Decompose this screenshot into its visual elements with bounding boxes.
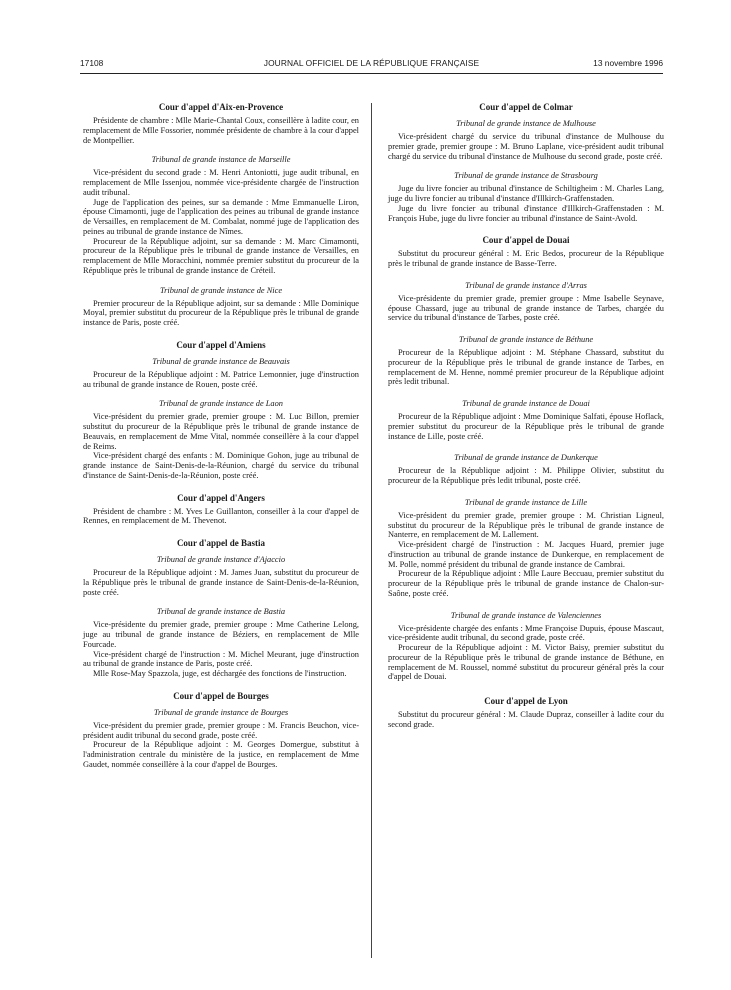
- left-column: [83, 102, 359, 770]
- tribunal-heading-marseille: Tribunal de grande instance de Marseille: [151, 155, 291, 165]
- court-heading-lyon: Cour d'appel de Lyon: [484, 696, 568, 706]
- right-column: [388, 102, 664, 730]
- tribunal-heading-valenciennes: Tribunal de grande instance de Valenciennes: [450, 610, 602, 620]
- paragraph: Vice-président chargé du service du tribunal d'instance de Mulhouse du premier grade, premier groupe : M. Bruno Laplane, vice-président audit tribunal chargé du service du tribunal d'instance de Mulhouse du second grade, poste créé.: [388, 132, 664, 161]
- tribunal-heading-bourges: Tribunal de grande instance de Bourges: [153, 707, 289, 717]
- court-heading-amiens: Cour d'appel d'Amiens: [176, 339, 266, 350]
- paragraph: Procureur de la République adjoint, sur sa demande : M. Marc Cimamonti, procureur de la République près le tribunal de grande instance de Versailles, en remplacement de Mlle Moracchini, nommée premier substitut du procureur de la République près le tribunal de grande instance de Créteil.: [83, 236, 359, 275]
- paragraph: Juge du livre foncier au tribunal d'instance de Schiltigheim : M. Charles Lang, juge du livre foncier au tribunal d'instance d'Illkirch-Graffenstaden.: [388, 184, 664, 203]
- paragraph: Vice-président du premier grade, premier groupe : M. Christian Ligneul, substitut du procureur de la République près le tribunal de grande instance de Nanterre, en remplacement de M. Lallement.: [388, 510, 664, 540]
- tribunal-heading-nice: Tribunal de grande instance de Nice: [159, 285, 283, 295]
- paragraph: Juge de l'application des peines, sur sa demande : Mme Emmanuelle Liron, épouse Cimamonti, juge de l'application des peines au tribunal de grande instance de Versailles, en remplacement de M. Combalat, nommé juge de l'application des peines au tribunal de grande instance de Nîmes.: [83, 197, 359, 236]
- paragraph: Procureur de la République adjoint : M. Victor Baisy, premier substitut du procureur de la République près le tribunal de grande instance de Béthune, en remplacement de M. Roussel, nommé substitut du procureur général près la cour d'appel de Douai.: [388, 643, 664, 682]
- paragraph: Vice-président du second grade : M. Henri Antoniotti, juge audit tribunal, en remplacement de Mlle Issenjou, nommée vice-présidente chargée de l'instruction audit tribunal.: [83, 168, 359, 197]
- journal-title: JOURNAL OFFICIEL DE LA RÉPUBLIQUE FRANÇAISE: [263, 58, 480, 68]
- header-rule: [80, 73, 663, 74]
- court-heading-bastia: Cour d'appel de Bastia: [176, 538, 266, 548]
- paragraph: Procureur de la République adjoint : Mlle Laure Beccuau, premier substitut du procureur de la République près le tribunal de grande instance de Chalon-sur-Saône, poste créé.: [388, 569, 664, 598]
- tribunal-heading-laon: Tribunal de grande instance de Laon: [159, 399, 283, 409]
- tribunal-heading-bethune: Tribunal de grande instance de Béthune: [458, 335, 594, 344]
- paragraph: Vice-président chargé de l'instruction : M. Jacques Huard, premier juge d'instruction au tribunal de grande instance de Dunkerque, en remplacement de M. Polle, nommé président du tribunal de grande instance de Cambrai.: [388, 540, 664, 569]
- tribunal-heading-lille: Tribunal de grande instance de Lille: [464, 497, 588, 507]
- paragraph: Substitut du procureur général : M. Eric Bedos, procureur de la République près le tribunal de grande instance de Basse-Terre.: [388, 249, 664, 268]
- paragraph: Substitut du procureur général : M. Claude Dupraz, conseiller à ladite cour du second grade.: [388, 710, 664, 729]
- paragraph: Vice-présidente du premier grade, premier groupe : Mme Isabelle Seynave, épouse Chassard, juge au tribunal de grande instance de Tarbes, chargée du service du tribunal d'instance de Tarbes, poste créé.: [388, 293, 664, 323]
- tribunal-heading-douai: Tribunal de grande instance de Douai: [462, 399, 590, 408]
- paragraph: Premier procureur de la République adjoint, sur sa demande : Mlle Dominique Moyal, premier substitut du procureur de la République près le tribunal de grande instance de Paris, poste créé.: [83, 298, 359, 327]
- court-heading-aix: Cour d'appel d'Aix-en-Provence: [158, 102, 284, 112]
- court-heading-colmar: Cour d'appel de Colmar: [479, 102, 573, 112]
- tribunal-heading-mulhouse: Tribunal de grande instance de Mulhouse: [456, 119, 596, 128]
- tribunal-heading-beauvais: Tribunal de grande instance de Beauvais: [152, 356, 290, 366]
- paragraph: Procureur de la République adjoint : M. Philippe Olivier, substitut du procureur de la République près ledit tribunal, poste créé.: [388, 466, 664, 485]
- tribunal-heading-arras: Tribunal de grande instance d'Arras: [465, 280, 587, 290]
- court-heading-douai: Cour d'appel de Douai: [482, 235, 570, 246]
- page-header: [80, 58, 663, 72]
- court-heading-angers: Cour d'appel d'Angers: [177, 492, 265, 503]
- issue-date: 13 novembre 1996: [593, 58, 663, 68]
- page-number: 17108: [80, 58, 104, 68]
- paragraph: Vice-présidente du premier grade, premier groupe : Mme Catherine Lelong, juge au tribunal de grande instance de Béziers, en remplacement de Mlle Fourcade.: [83, 620, 359, 649]
- paragraph: Vice-présidente chargée des enfants : Mme Françoise Dupuis, épouse Mascaut, vice-présidente audit tribunal, du second grade, poste créé.: [388, 623, 664, 643]
- tribunal-heading-ajaccio: Tribunal de grande instance d'Ajaccio: [156, 555, 286, 564]
- paragraph: Mlle Rose-May Spazzola, juge, est déchargée des fonctions de l'instruction.: [93, 669, 347, 678]
- court-heading-bourges: Cour d'appel de Bourges: [173, 690, 269, 701]
- paragraph: Vice-président chargé de l'instruction : M. Michel Meurant, juge d'instruction au tribunal de grande instance de Paris, poste créé.: [83, 649, 359, 669]
- paragraph: Vice-président du premier grade, premier groupe : M. Francis Beuchon, vice-président audit tribunal du second grade, poste créé.: [83, 720, 359, 740]
- tribunal-heading-bastia: Tribunal de grande instance de Bastia: [156, 607, 286, 617]
- paragraph: Procureur de la République adjoint : M. Patrice Lemonnier, juge d'instruction au tribunal de grande instance de Rouen, poste créé.: [83, 369, 359, 389]
- paragraph: Procureur de la République adjoint : M. Stéphane Chassard, substitut du procureur de la République près le tribunal de grande instance de Tarbes, en remplacement de M. Henne, nommé premier procureur de la République adjoint près ledit tribunal.: [388, 348, 664, 387]
- column-divider: [371, 103, 372, 958]
- tribunal-heading-strasbourg: Tribunal de grande instance de Strasbourg: [454, 171, 598, 181]
- paragraph: Procureur de la République adjoint : M. Georges Domergue, substitut à l'administration centrale du ministère de la justice, en remplacement de Mme Gaudet, nommée conseillère à la cour d'appel de Bourges.: [83, 740, 359, 769]
- paragraph: Vice-président chargé des enfants : M. Dominique Gohon, juge au tribunal de grande instance de Saint-Denis-de-la-Réunion, chargé du service du tribunal d'instance de Saint-Denis-de-la-Réunion, poste créé.: [83, 451, 359, 480]
- paragraph: Président de chambre : M. Yves Le Guillanton, conseiller à la cour d'appel de Rennes, en remplacement de M. Thevenot.: [83, 506, 359, 526]
- paragraph: Procureur de la République adjoint : M. James Juan, substitut du procureur de la République près le tribunal de grande instance de Saint-Denis-de-la-Réunion, poste créé.: [83, 568, 359, 597]
- paragraph: Procureur de la République adjoint : Mme Dominique Salfati, épouse Hoflack, premier substitut du procureur de la République près le tribunal de grande instance de Lille, poste créé.: [388, 412, 664, 441]
- paragraph: Vice-président du premier grade, premier groupe : M. Luc Billon, premier substitut du procureur de la République près le tribunal de grande instance de Beauvais, en remplacement de Mme Vital, nommée conseillère à la cour d'appel de Reims.: [83, 412, 359, 451]
- paragraph: Présidente de chambre : Mlle Marie-Chantal Coux, conseillère à ladite cour, en remplacement de Mlle Fossorier, nommée présidente de chambre à la cour d'appel de Montpellier.: [83, 116, 359, 145]
- paragraph: Juge du livre foncier au tribunal d'instance d'Illkirch-Graffenstaden : M. François Hube, juge du livre foncier au tribunal d'instance de Saint-Avold.: [388, 203, 664, 223]
- tribunal-heading-dunkerque: Tribunal de grande instance de Dunkerque: [454, 453, 598, 463]
